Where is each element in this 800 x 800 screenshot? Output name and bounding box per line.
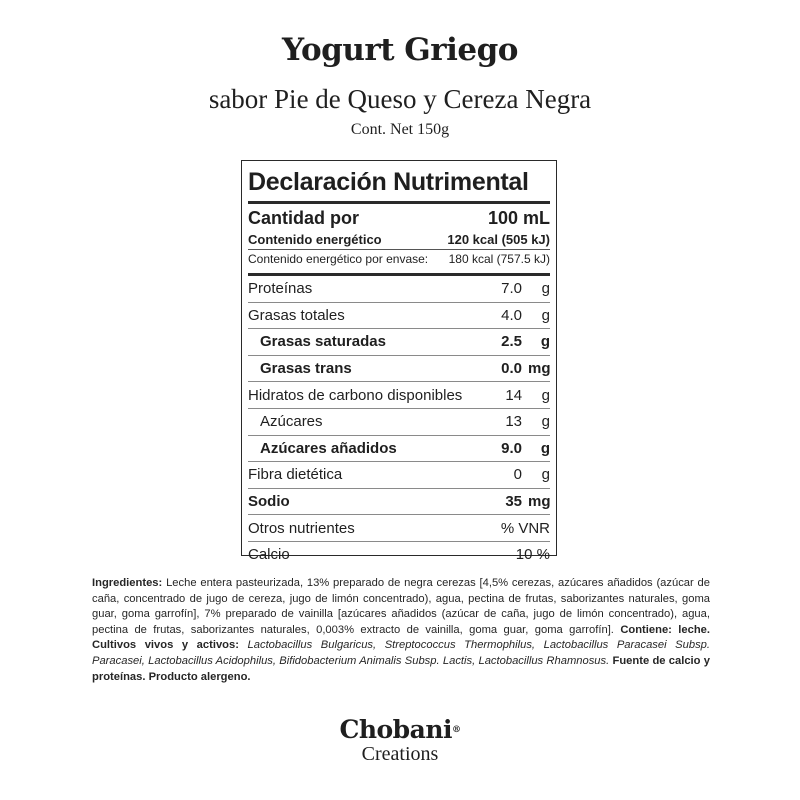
- nutrient-row-grasas-saturadas: Grasas saturadas 2.5 g: [248, 329, 550, 356]
- nutrient-row-fibra: Fibra dietética 0 g: [248, 462, 550, 489]
- nutrient-row-sodio: Sodio 35 mg: [248, 489, 550, 516]
- nutrient-row-proteinas: Proteínas 7.0 g: [248, 276, 550, 303]
- brand-name: Chobani: [339, 715, 453, 744]
- brand-logo: [0, 716, 800, 764]
- ingredients-label: Ingredientes:: [92, 577, 163, 589]
- nutrient-row-azucares-anadidos: Azúcares añadidos 9.0 g: [248, 436, 550, 463]
- energy-package-label: Contenido energético por envase:: [248, 252, 429, 266]
- registered-mark: ®: [452, 725, 461, 735]
- net-content: Cont. Net 150g: [350, 121, 450, 138]
- ingredients-block: [92, 576, 710, 685]
- product-title: Yogurt Griego: [282, 32, 518, 68]
- other-nutrients-row: Otros nutrientes % VNR: [248, 515, 550, 542]
- nutrition-title: Declaración Nutrimental: [248, 168, 529, 196]
- brand-line: Creations: [361, 743, 439, 765]
- calcium-row: Calcio 10 %: [248, 546, 550, 564]
- nutrient-row-azucares: Azúcares 13 g: [248, 409, 550, 436]
- product-header: [0, 30, 800, 140]
- energy-line: [248, 230, 550, 249]
- serving-line: [248, 206, 550, 230]
- cultures-text: Lactobacillus Bulgaricus, Streptococcus Thermophilus, Lactobacillus Paracasei Subsp. Paracasei, Lactobacillus Acidophilus, Bifidobacterium Animalis Subsp. Lactis, Lactobacillus Rhamnosus.: [92, 639, 710, 667]
- nutrient-row-hidratos: Hidratos de carbono disponibles 14 g: [248, 382, 550, 409]
- product-subtitle: sabor Pie de Queso y Cereza Negra: [208, 84, 592, 114]
- energy-package-value: 180 kcal (757.5 kJ): [448, 252, 550, 266]
- closing-text: Fuente de calcio y proteínas. Producto alergeno.: [92, 654, 710, 683]
- energy-label: Contenido energético: [248, 232, 382, 247]
- nutrient-row-grasas-trans: Grasas trans 0.0 mg: [248, 356, 550, 383]
- energy-value: 120 kcal (505 kJ): [447, 232, 550, 247]
- ingredients-text: Leche entera pasteurizada, 13% preparado de negra cerezas [4,5% cerezas, azúcares añadidos (azúcar de caña, concentrado de jugo de cereza, jugo de limón concentrado), agua, pectina de frutas, saborizantes naturales, goma guar, goma garrofín], 7% preparado de vainilla [azúcares añadidos (azúcar de caña, jugo de limón concentrado), agua, pectina de frutas, saborizantes naturales, 0,003% extracto de vainilla, goma guar, goma garrofín].: [92, 577, 710, 636]
- serving-value: 100 mL: [487, 208, 550, 228]
- contains-text: Contiene: leche. Cultivos vivos y activos:: [92, 623, 710, 652]
- serving-label: Cantidad por: [248, 208, 359, 228]
- heavy-divider: [248, 201, 550, 204]
- nutrient-row-grasas-totales: Grasas totales 4.0 g: [248, 303, 550, 330]
- nutrition-facts-panel: [241, 160, 557, 564]
- energy-package-line: [248, 250, 550, 269]
